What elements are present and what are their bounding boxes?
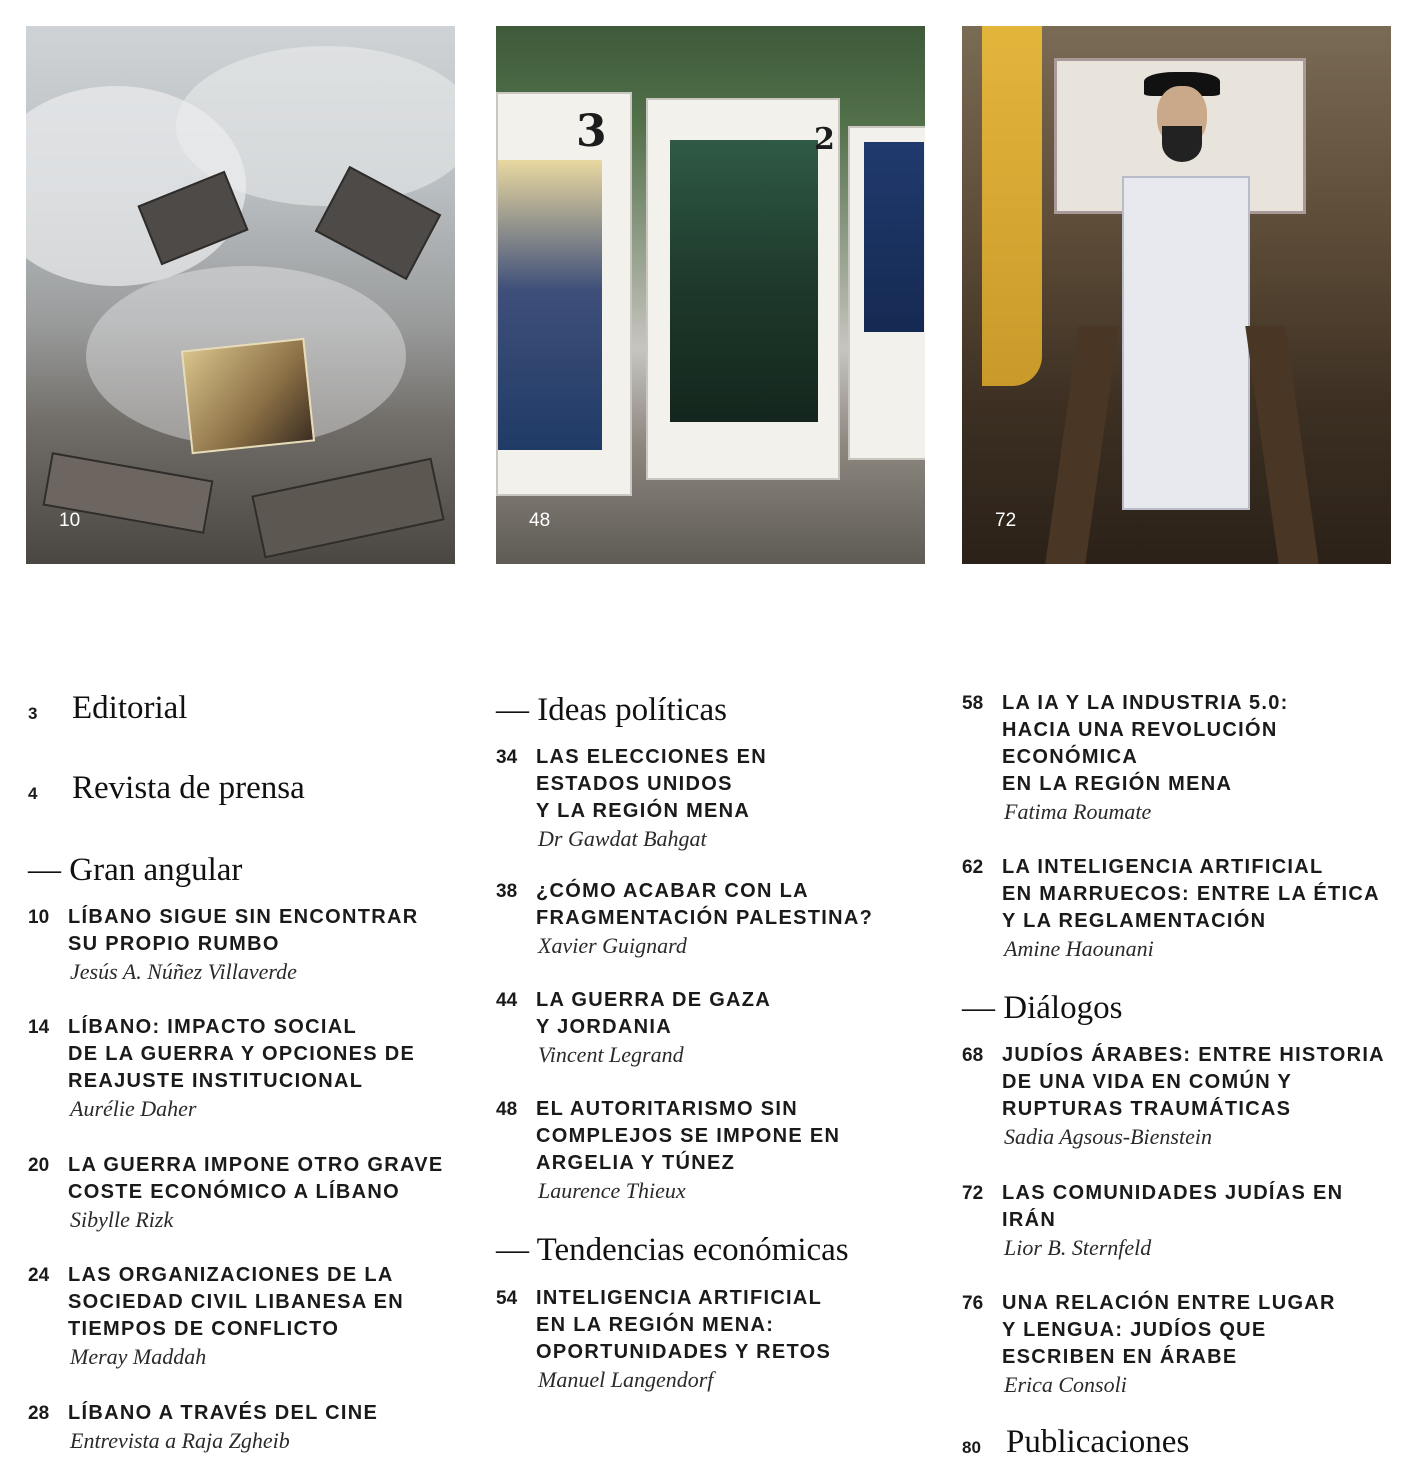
poster-board	[646, 98, 840, 480]
toc-entry[interactable]	[28, 904, 418, 986]
toc-entry[interactable]	[496, 987, 771, 1069]
toc-entry[interactable]	[496, 744, 767, 853]
page-number: 48	[529, 510, 551, 531]
page-number: 10	[28, 907, 50, 928]
yellow-flag	[982, 26, 1042, 386]
rubble-smoke-photo	[26, 26, 455, 564]
article-author: Lior B. Sternfeld	[1004, 1235, 1152, 1260]
section-heading: — Gran angular	[28, 852, 243, 888]
toc-entry[interactable]	[496, 878, 873, 960]
wooden-rail	[1245, 326, 1318, 564]
toc-entry-editorial[interactable]	[28, 690, 187, 727]
section-heading: — Tendencias económicas	[496, 1232, 849, 1268]
article-title: LAS ELECCIONES EN ESTADOS UNIDOS Y LA REGIÓN MENA	[536, 746, 768, 822]
article-author: Meray Maddah	[70, 1344, 207, 1369]
article-author: Erica Consoli	[1004, 1372, 1127, 1397]
candidate-poster	[864, 142, 924, 332]
section-heading: — Ideas políticas	[496, 692, 727, 728]
page-number: 72	[962, 1183, 984, 1204]
page-number: 4	[28, 784, 38, 803]
portrait-poster	[181, 338, 315, 454]
section-heading: — Diálogos	[962, 990, 1123, 1026]
article-title: LÍBANO: IMPACTO SOCIAL DE LA GUERRA Y OPCIONES DE REAJUSTE INSTITUCIONAL	[68, 1016, 416, 1092]
article-title: LAS ORGANIZACIONES DE LA SOCIEDAD CIVIL LIBANESA EN TIEMPOS DE CONFLICTO	[68, 1264, 405, 1340]
poster-board	[848, 126, 925, 460]
debris	[251, 458, 444, 559]
wooden-rail	[1045, 326, 1118, 564]
article-title: LÍBANO A TRAVÉS DEL CINE	[68, 1402, 379, 1424]
lectern-sign	[1122, 176, 1250, 510]
page-number: 76	[962, 1293, 984, 1314]
toc-entry[interactable]	[962, 1042, 1385, 1151]
page-number: 10	[59, 510, 81, 531]
rabbi-lectern-photo	[962, 26, 1391, 564]
article-title: LA GUERRA DE GAZA Y JORDANIA	[536, 989, 772, 1038]
entry-label: Publicaciones	[1006, 1424, 1190, 1460]
toc-entry[interactable]	[962, 854, 1380, 963]
toc-entry[interactable]	[496, 1285, 831, 1394]
article-author: Jesús A. Núñez Villaverde	[70, 959, 297, 984]
toc-entry[interactable]	[962, 690, 1289, 826]
poster-number: 2	[814, 122, 835, 157]
page-number: 28	[28, 1403, 50, 1424]
poster-number: 3	[576, 106, 607, 157]
article-author: Sibylle Rizk	[70, 1207, 174, 1232]
entry-label: Editorial	[72, 690, 188, 726]
article-author: Amine Haounani	[1004, 936, 1154, 961]
toc-entry[interactable]	[28, 1400, 378, 1455]
poster-board	[496, 92, 632, 496]
article-title: EL AUTORITARISMO SIN COMPLEJOS SE IMPONE EN ARGELIA Y TÚNEZ	[536, 1098, 841, 1174]
article-author: Laurence Thieux	[538, 1178, 686, 1203]
article-title: UNA RELACIÓN ENTRE LUGAR Y LENGUA: JUDÍOS QUE ESCRIBEN EN ÁRABE	[1002, 1292, 1336, 1368]
toc-entry[interactable]	[962, 1180, 1343, 1262]
article-author: Dr Gawdat Bahgat	[538, 826, 707, 851]
article-author: Entrevista a Raja Zgheib	[70, 1428, 290, 1453]
article-author: Fatima Roumate	[1004, 799, 1152, 824]
toc-entry[interactable]	[962, 1290, 1336, 1399]
article-author: Xavier Guignard	[538, 933, 687, 958]
article-title: INTELIGENCIA ARTIFICIAL EN LA REGIÓN MENA: OPORTUNIDADES Y RETOS	[536, 1287, 832, 1363]
page-number: 62	[962, 857, 984, 878]
page-number: 48	[496, 1099, 518, 1120]
toc-entry[interactable]	[496, 1096, 840, 1205]
toc-entry[interactable]	[28, 1014, 415, 1123]
page-number: 38	[496, 881, 518, 902]
article-title: LA INTELIGENCIA ARTIFICIAL EN MARRUECOS: ENTRE LA ÉTICA Y LA REGLAMENTACIÓN	[1002, 856, 1380, 932]
article-title: JUDÍOS ÁRABES: ENTRE HISTORIA DE UNA VIDA EN COMÚN Y RUPTURAS TRAUMÁTICAS	[1002, 1044, 1385, 1120]
article-title: ¿CÓMO ACABAR CON LA FRAGMENTACIÓN PALESTINA?	[536, 880, 874, 929]
article-title: LA IA Y LA INDUSTRIA 5.0: HACIA UNA REVOLUCIÓN ECONÓMICA EN LA REGIÓN MENA	[1002, 692, 1289, 795]
article-title: LAS COMUNIDADES JUDÍAS EN IRÁN	[1002, 1182, 1344, 1231]
toc-entry-revista[interactable]	[28, 770, 305, 807]
article-title: LA GUERRA IMPONE OTRO GRAVE COSTE ECONÓMICO A LÍBANO	[68, 1154, 444, 1203]
candidate-poster	[670, 140, 818, 422]
toc-entry-publicaciones[interactable]	[962, 1424, 1189, 1461]
entry-label: Revista de prensa	[72, 770, 305, 806]
election-posters-photo	[496, 26, 925, 564]
toc-entry[interactable]	[28, 1262, 404, 1371]
page-number: 14	[28, 1017, 50, 1038]
page-number: 58	[962, 693, 984, 714]
page-number: 54	[496, 1288, 518, 1309]
page-number: 44	[496, 990, 518, 1011]
article-author: Sadia Agsous-Bienstein	[1004, 1124, 1212, 1149]
page-number: 80	[962, 1438, 981, 1457]
toc-entry[interactable]	[28, 1152, 443, 1234]
article-author: Manuel Langendorf	[538, 1367, 714, 1392]
page-number: 24	[28, 1265, 50, 1286]
article-author: Vincent Legrand	[538, 1042, 684, 1067]
page-number: 3	[28, 704, 38, 723]
article-author: Aurélie Daher	[70, 1096, 197, 1121]
speaker-beard	[1162, 126, 1202, 162]
article-title: LÍBANO SIGUE SIN ENCONTRAR SU PROPIO RUMBO	[68, 906, 419, 955]
page-number: 20	[28, 1155, 50, 1176]
page-number: 68	[962, 1045, 984, 1066]
page-number: 72	[995, 510, 1017, 531]
page-number: 34	[496, 747, 518, 768]
candidate-poster	[498, 160, 602, 450]
